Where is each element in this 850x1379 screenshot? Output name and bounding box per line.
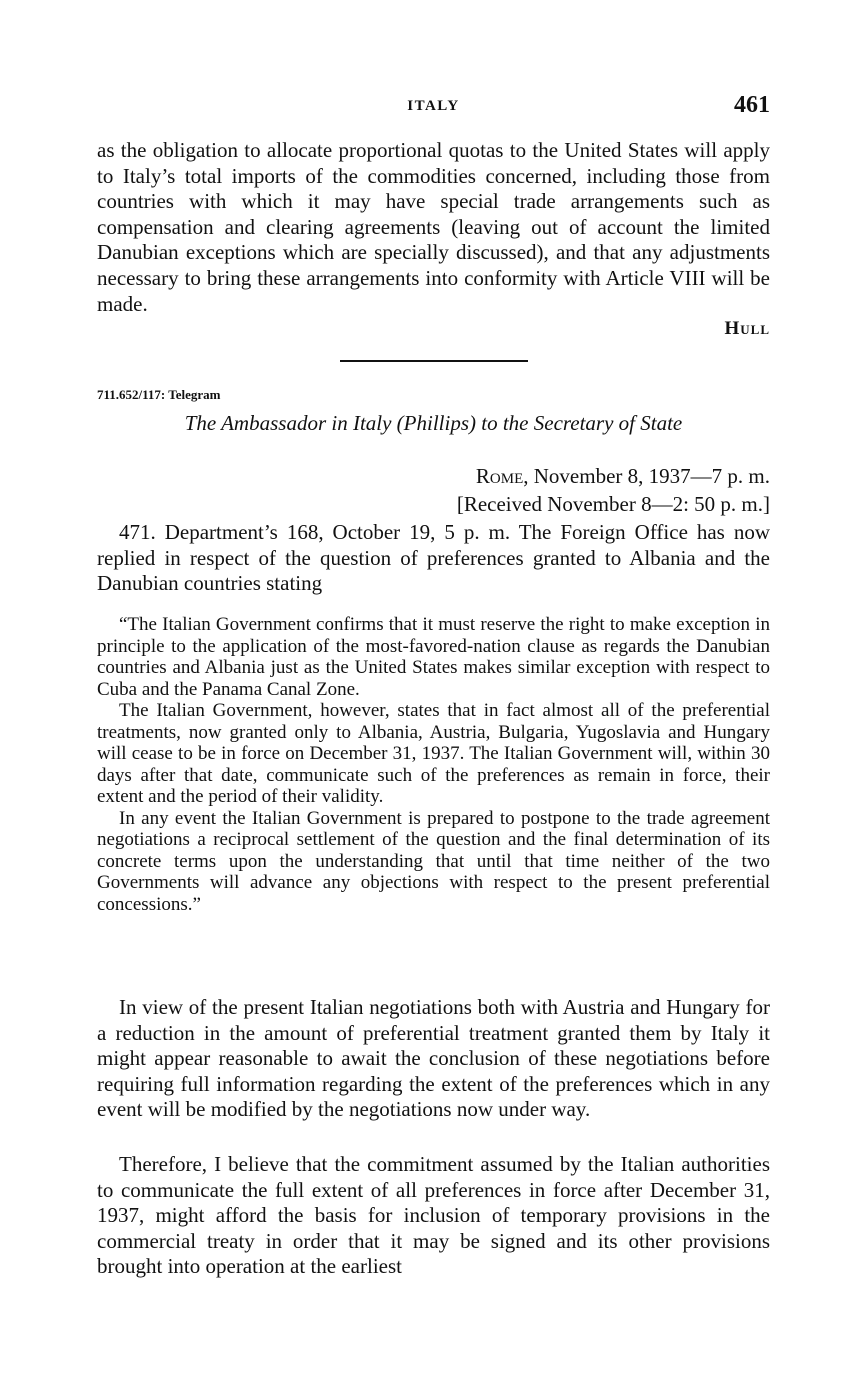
document-heading: The Ambassador in Italy (Phillips) to the Secretary of State — [184, 411, 683, 435]
body-paragraph: In view of the present Italian negotiations both with Austria and Hungary for a reduction in the amount of preferential treatment granted them by Italy it might appear reasonable to await the conclusion of these negotiations before requiring full information regarding the extent of the preferences which in any event will be modified by the negotiations now under way. — [97, 995, 770, 1122]
body-paragraph: Therefore, I believe that the commitment assumed by the Italian authorities to communicate the full extent of all preferences in force after December 31, 1937, might afford the basis for inclusion of temporary provisions in the commercial treaty in order that it may be signed and its other provisions brought into operation at the earliest — [97, 1152, 770, 1279]
dateline-received: [Received November 8—2: 50 p. m.] — [456, 492, 770, 516]
quote-paragraph: The Italian Government, however, states that in fact almost all of the preferential treatments, now granted only to Albania, Austria, Bulgaria, Yugoslavia and Hungary will cease to be in force on December 31, 1937. The Italian Government will, within 30 days after that date, communicate such of the preferences as remain in force, their extent and the period of their validity. — [97, 700, 770, 807]
block-quote — [97, 614, 770, 915]
running-title: ITALY — [407, 98, 460, 114]
running-head — [97, 92, 770, 122]
dateline-place: Rome, — [475, 464, 529, 488]
dateline-sent — [457, 462, 770, 490]
dateline — [457, 462, 770, 518]
opening-paragraph: 471. Department’s 168, October 19, 5 p. m. The Foreign Office has now replied in respect of the question of preferences granted to Albania and the Danubian countries stating — [97, 520, 770, 596]
opening-paragraph-block — [97, 520, 770, 597]
continuation-paragraph — [97, 138, 770, 317]
signature: Hull — [724, 318, 770, 339]
file-reference: 711.652/117: Telegram — [97, 387, 221, 402]
paragraph-block-2 — [97, 995, 770, 1123]
section-divider — [340, 360, 528, 362]
dateline-date: November 8, 1937—7 p. m. — [533, 464, 770, 488]
quote-paragraph: “The Italian Government confirms that it must reserve the right to make exception in principle to the application of the most-favored-nation clause as regards the Danubian countries and Albania just as the United States makes similar exception with respect to Cuba and the Panama Canal Zone. — [97, 614, 770, 700]
page-number: 461 — [734, 92, 770, 118]
paragraph-block-3 — [97, 1152, 770, 1280]
quote-paragraph: In any event the Italian Government is prepared to postpone to the trade agreement negotiations a reciprocal settlement of the question and the final determination of its concrete terms upon the understanding that until that time neither of the two Governments will advance any objections with respect to the present preferential concessions.” — [97, 807, 770, 915]
continuation-text: as the obligation to allocate proportional quotas to the United States will apply to Italy’s total imports of the commodities concerned, including those from countries with which it may have special trade arrangements such as compensation and clearing agreements (leaving out of account the limited Danubian exceptions which are specially discussed), and that any adjustments necessary to bring these arrangements into conformity with Article VIII will be made. — [97, 138, 770, 316]
